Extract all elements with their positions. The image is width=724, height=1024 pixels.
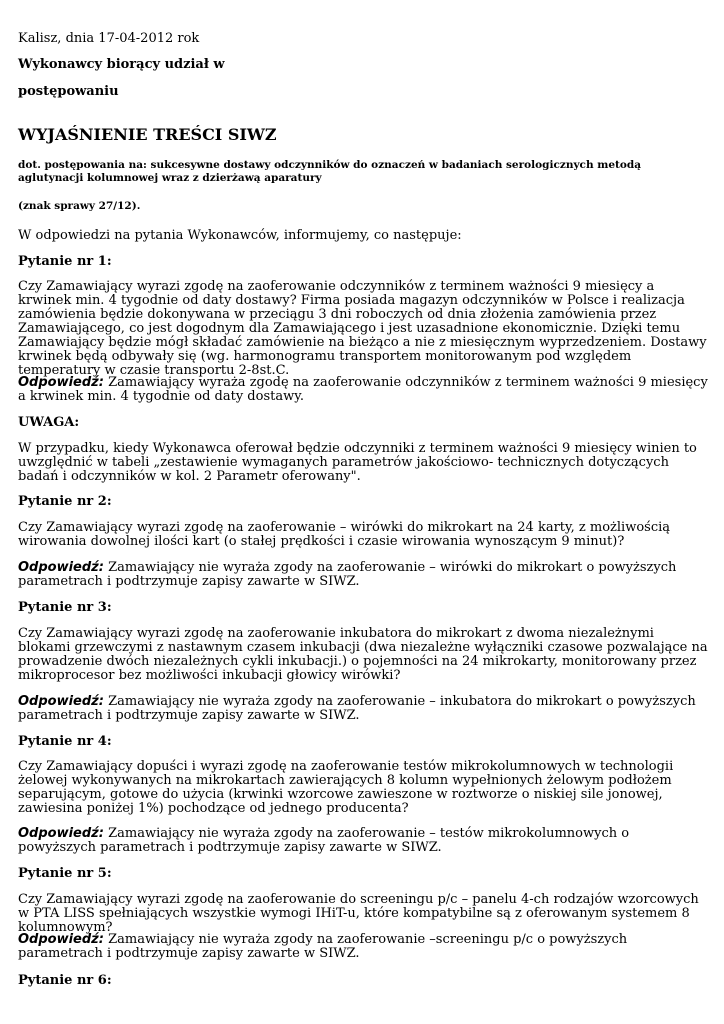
note-text: W przypadku, kiedy Wykonawca oferował będzie odczynniki z terminem ważności 9 miesięcy winien to uwzględnić w tabeli „zestawienie wymaganych parametrów jakościowo- technicznych dotyczących badań i odczynników w kol. 2 Parametr oferowany". [18, 441, 697, 484]
question-3-text: Czy Zamawiający wyrazi zgodę na zaoferowanie inkubatora do mikrokart z dwoma niezależnymi blokami grzewczymi z nastawnym czasem inkubacji (dwa niezależne wyłączniki czasowe pozwalające na prowadzenie dwóch niezależnych cykli inkubacji.) o pojemności na 24 mikrokarty, monitorowany przez mikroprocesor bez możliwości inkubacji głowicy wirówki? [18, 626, 708, 683]
answer-4-text: Zamawiający nie wyraża zgody na zaoferowanie – testów mikrokolumnowych o powyższych parametrach i podtrzymuje zapisy zawarte w SIWZ. [18, 826, 630, 855]
question-4-heading: Pytanie nr 4: [18, 734, 112, 749]
question-1-heading: Pytanie nr 1: [18, 254, 112, 269]
document-title: WYJAŚNIENIE TREŚCI SIWZ [18, 125, 277, 144]
answer-2 [18, 561, 708, 589]
question-2-heading: Pytanie nr 2: [18, 494, 112, 509]
note-heading: UWAGA: [18, 415, 80, 430]
case-reference: (znak sprawy 27/12). [18, 200, 141, 212]
answer-label: Odpowiedź: [18, 560, 104, 575]
addressee-line-2: postępowaniu [18, 84, 119, 99]
question-6-heading: Pytanie nr 6: [18, 973, 112, 988]
place-date: Kalisz, dnia 17-04-2012 rok [18, 31, 200, 46]
question-2-text: Czy Zamawiający wyrazi zgodę na zaoferowanie – wirówki do mikrokart na 24 karty, z możliwością wirowania dowolnej ilości kart (o stałej prędkości i czasie wirowania wynoszącym 9 minut)? [18, 520, 671, 549]
answer-1 [18, 376, 708, 404]
intro-text: W odpowiedzi na pytania Wykonawców, informujemy, co następuje: [18, 228, 462, 243]
answer-2-text: Zamawiający nie wyraża zgody na zaoferowanie – wirówki do mikrokart o powyższych parametrach i podtrzymuje zapisy zawarte w SIWZ. [18, 560, 677, 589]
answer-5-text: Zamawiający nie wyraża zgody na zaoferowanie –screeningu p/c o powyższych parametrach i podtrzymuje zapisy zawarte w SIWZ. [18, 932, 628, 961]
question-4-text: Czy Zamawiający dopuści i wyrazi zgodę na zaoferowanie testów mikrokolumnowych w technologii żelowej wykonywanych na mikrokartach zawierających 8 kolumn wypełnionych żelowym podłożem separującym, gotowe do użycia (krwinki wzorcowe zawieszone w roztworze o niskiej sile jonowej, zawiesina poniżej 1%) pochodzące od jednego producenta? [18, 759, 674, 816]
answer-1-text: Zamawiający wyraża zgodę na zaoferowanie odczynników z terminem ważności 9 miesięcy a krwinek min. 4 tygodnie od daty dostawy. [18, 375, 708, 404]
question-3-heading: Pytanie nr 3: [18, 600, 112, 615]
subject-line: dot. postępowania na: sukcesywne dostawy odczynników do oznaczeń w badaniach serologicznych metodą aglutynacji kolumnowej wraz z dzierżawą aparatury [18, 159, 642, 184]
addressee-line-1: Wykonawcy biorący udział w [18, 57, 225, 72]
question-1-text: Czy Zamawiający wyrazi zgodę na zaoferowanie odczynników z terminem ważności 9 miesięcy a krwinek min. 4 tygodnie od daty dostawy? Firma posiada magazyn odczynników w Polsce i realizacja zamówienia będzie dokonywana w przeciągu 3 dni roboczych od dnia złożenia zamówienia przez Zamawiającego, co jest dogodnym dla Zamawiającego i jest uzasadnione ekonomicznie. Dzięki temu Zamawiający będzie mógł składać zamówienie na bieżąco a nie z miesięcznym wyprzedzeniem. Dostawy krwinek będą odbywały się (wg. harmonogramu transportem monitorowanym pod względem temperatury w czasie transportu 2-8st.C. [18, 279, 707, 378]
answer-5 [18, 933, 708, 961]
answer-3 [18, 695, 708, 723]
question-5-heading: Pytanie nr 5: [18, 866, 112, 881]
answer-4 [18, 827, 708, 855]
answer-label: Odpowiedź: [18, 375, 104, 390]
answer-label: Odpowiedź: [18, 694, 104, 709]
answer-label: Odpowiedź: [18, 826, 104, 841]
question-5-text: Czy Zamawiający wyrazi zgodę na zaoferowanie do screeningu p/c – panelu 4-ch rodzajów wzorcowych w PTA LISS spełniających wszystkie wymogi IHiT-u, które kompatybilne są z oferowanym systemem 8 kolumnowym? [18, 892, 699, 935]
answer-label: Odpowiedź: [18, 932, 104, 947]
answer-3-text: Zamawiający nie wyraża zgody na zaoferowanie – inkubatora do mikrokart o powyższych parametrach i podtrzymuje zapisy zawarte w SIWZ. [18, 694, 696, 723]
